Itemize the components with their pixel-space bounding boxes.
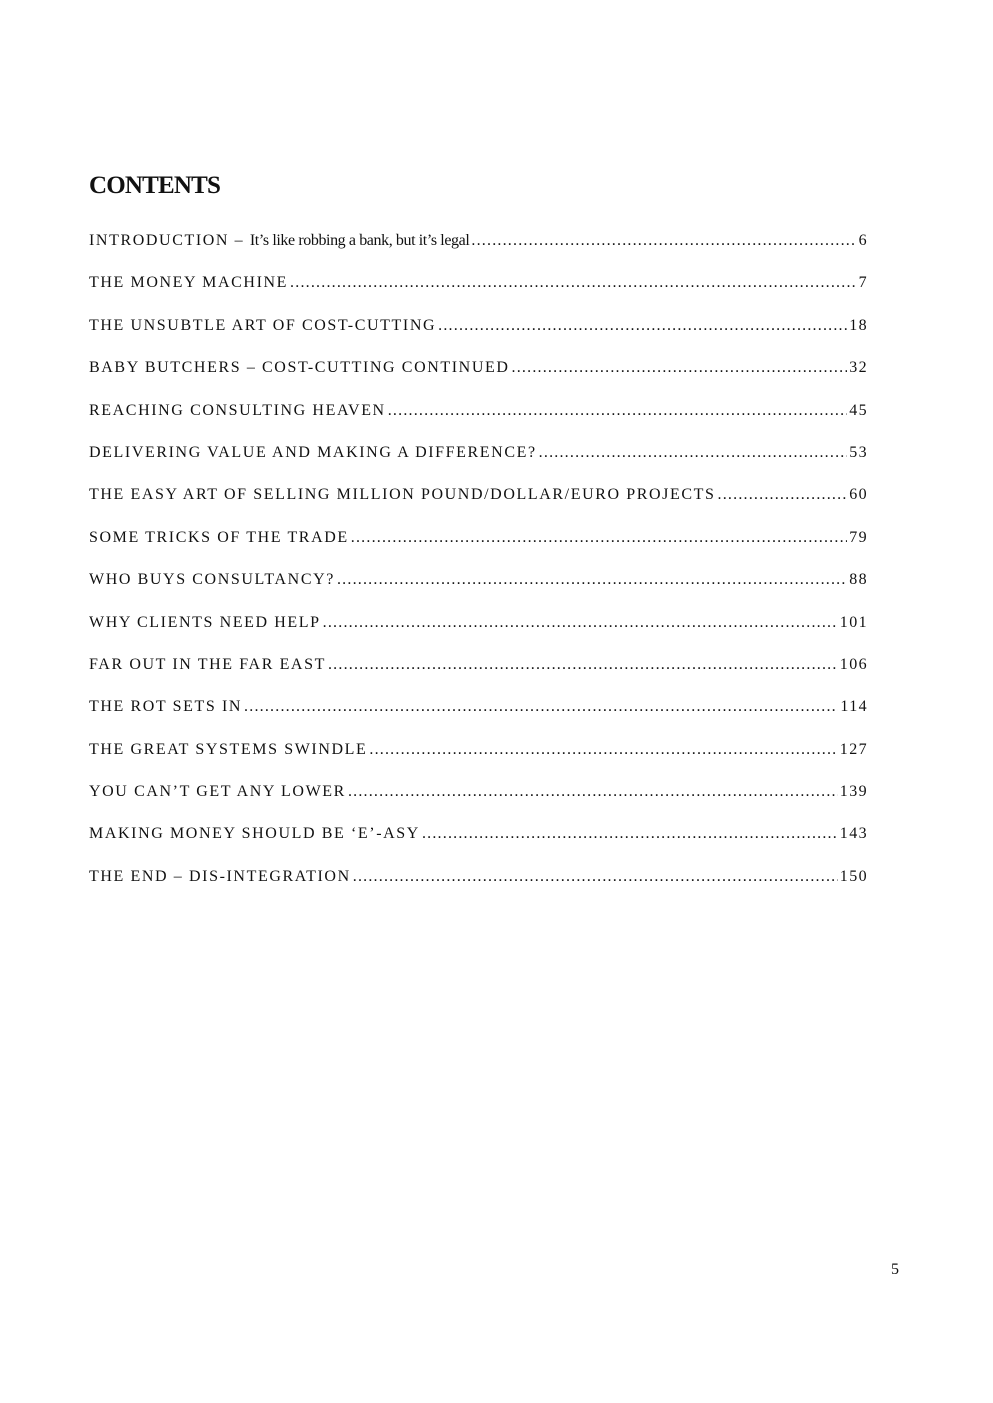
- dot-leader: [351, 523, 847, 553]
- toc-entry-title: FAR OUT IN THE FAR EAST: [89, 655, 326, 673]
- dot-leader: [328, 650, 838, 680]
- toc-entry-title: THE END – DIS-INTEGRATION: [89, 867, 351, 885]
- table-of-contents: [89, 226, 868, 904]
- toc-entry-title: THE GREAT SYSTEMS SWINDLE: [89, 740, 368, 758]
- toc-entry-title: BABY BUTCHERS – COST-CUTTING CONTINUED: [89, 359, 510, 377]
- toc-entry-title: THE MONEY MACHINE: [89, 274, 289, 292]
- toc-entry-title: REACHING CONSULTING HEAVEN: [89, 401, 386, 419]
- toc-entry-selling-projects: [89, 480, 868, 522]
- toc-entry-tricks-of-trade: [89, 523, 868, 565]
- toc-entry-money-machine: [89, 268, 868, 310]
- toc-entry-who-buys: [89, 565, 868, 607]
- dot-leader: [353, 862, 838, 892]
- dot-leader: [471, 226, 856, 256]
- toc-entry-page: 150: [839, 867, 868, 885]
- dot-leader: [718, 480, 848, 510]
- toc-entry-title-text: INTRODUCTION –: [89, 232, 250, 249]
- dot-leader: [369, 735, 837, 765]
- dot-leader: [388, 396, 847, 426]
- toc-entry-title: YOU CAN’T GET ANY LOWER: [89, 783, 346, 801]
- toc-entry-delivering-value: [89, 438, 868, 480]
- toc-entry-title: DELIVERING VALUE AND MAKING A DIFFERENCE?: [89, 443, 537, 461]
- dot-leader: [290, 268, 857, 298]
- dot-leader: [323, 608, 838, 638]
- toc-entry-page: 143: [839, 825, 868, 843]
- toc-entry-page: 106: [839, 655, 868, 673]
- toc-entry-title: THE ROT SETS IN: [89, 698, 243, 716]
- dot-leader: [422, 819, 838, 849]
- contents-heading: CONTENTS: [89, 172, 221, 199]
- dot-leader: [348, 777, 838, 807]
- toc-entry-any-lower: [89, 777, 868, 819]
- toc-entry-page: 127: [839, 740, 868, 758]
- dot-leader: [512, 353, 848, 383]
- toc-entry-baby-butchers: [89, 353, 868, 395]
- toc-entry-far-east: [89, 650, 868, 692]
- toc-entry-title: WHY CLIENTS NEED HELP: [89, 613, 321, 631]
- toc-entry-page: 45: [849, 401, 868, 419]
- toc-entry-title: [89, 226, 469, 256]
- toc-entry-title: THE UNSUBTLE ART OF COST-CUTTING: [89, 316, 437, 334]
- dot-leader: [337, 565, 847, 595]
- toc-entry-page: 60: [849, 486, 868, 504]
- toc-entry-page: 53: [849, 443, 868, 461]
- toc-entry-introduction: [89, 226, 868, 268]
- toc-entry-page: 32: [849, 359, 868, 377]
- toc-entry-subtitle: It’s like robbing a bank, but it’s legal: [249, 232, 470, 249]
- dot-leader: [438, 311, 847, 341]
- toc-entry-rot-sets-in: [89, 692, 868, 734]
- page-number: 5: [891, 1261, 899, 1278]
- toc-entry-page: 79: [849, 528, 868, 546]
- toc-entry-page: 7: [858, 274, 868, 292]
- toc-entry-page: 114: [840, 698, 868, 716]
- toc-entry-the-end: [89, 862, 868, 904]
- toc-entry-systems-swindle: [89, 735, 868, 777]
- toc-entry-unsubtle-art: [89, 311, 868, 353]
- dot-leader: [244, 692, 838, 722]
- toc-entry-title: MAKING MONEY SHOULD BE ‘E’-ASY: [89, 825, 420, 843]
- toc-entry-page: 18: [849, 316, 868, 334]
- toc-entry-page: 88: [849, 571, 868, 589]
- toc-entry-consulting-heaven: [89, 396, 868, 438]
- toc-entry-title: THE EASY ART OF SELLING MILLION POUND/DOLLAR/EURO PROJECTS: [89, 486, 716, 504]
- toc-entry-page: 6: [858, 232, 868, 249]
- toc-entry-e-asy: [89, 819, 868, 861]
- toc-entry-clients-need-help: [89, 608, 868, 650]
- toc-entry-page: 139: [839, 783, 868, 801]
- toc-entry-title: SOME TRICKS OF THE TRADE: [89, 528, 349, 546]
- toc-entry-title: WHO BUYS CONSULTANCY?: [89, 571, 335, 589]
- dot-leader: [539, 438, 848, 468]
- toc-entry-page: 101: [839, 613, 868, 631]
